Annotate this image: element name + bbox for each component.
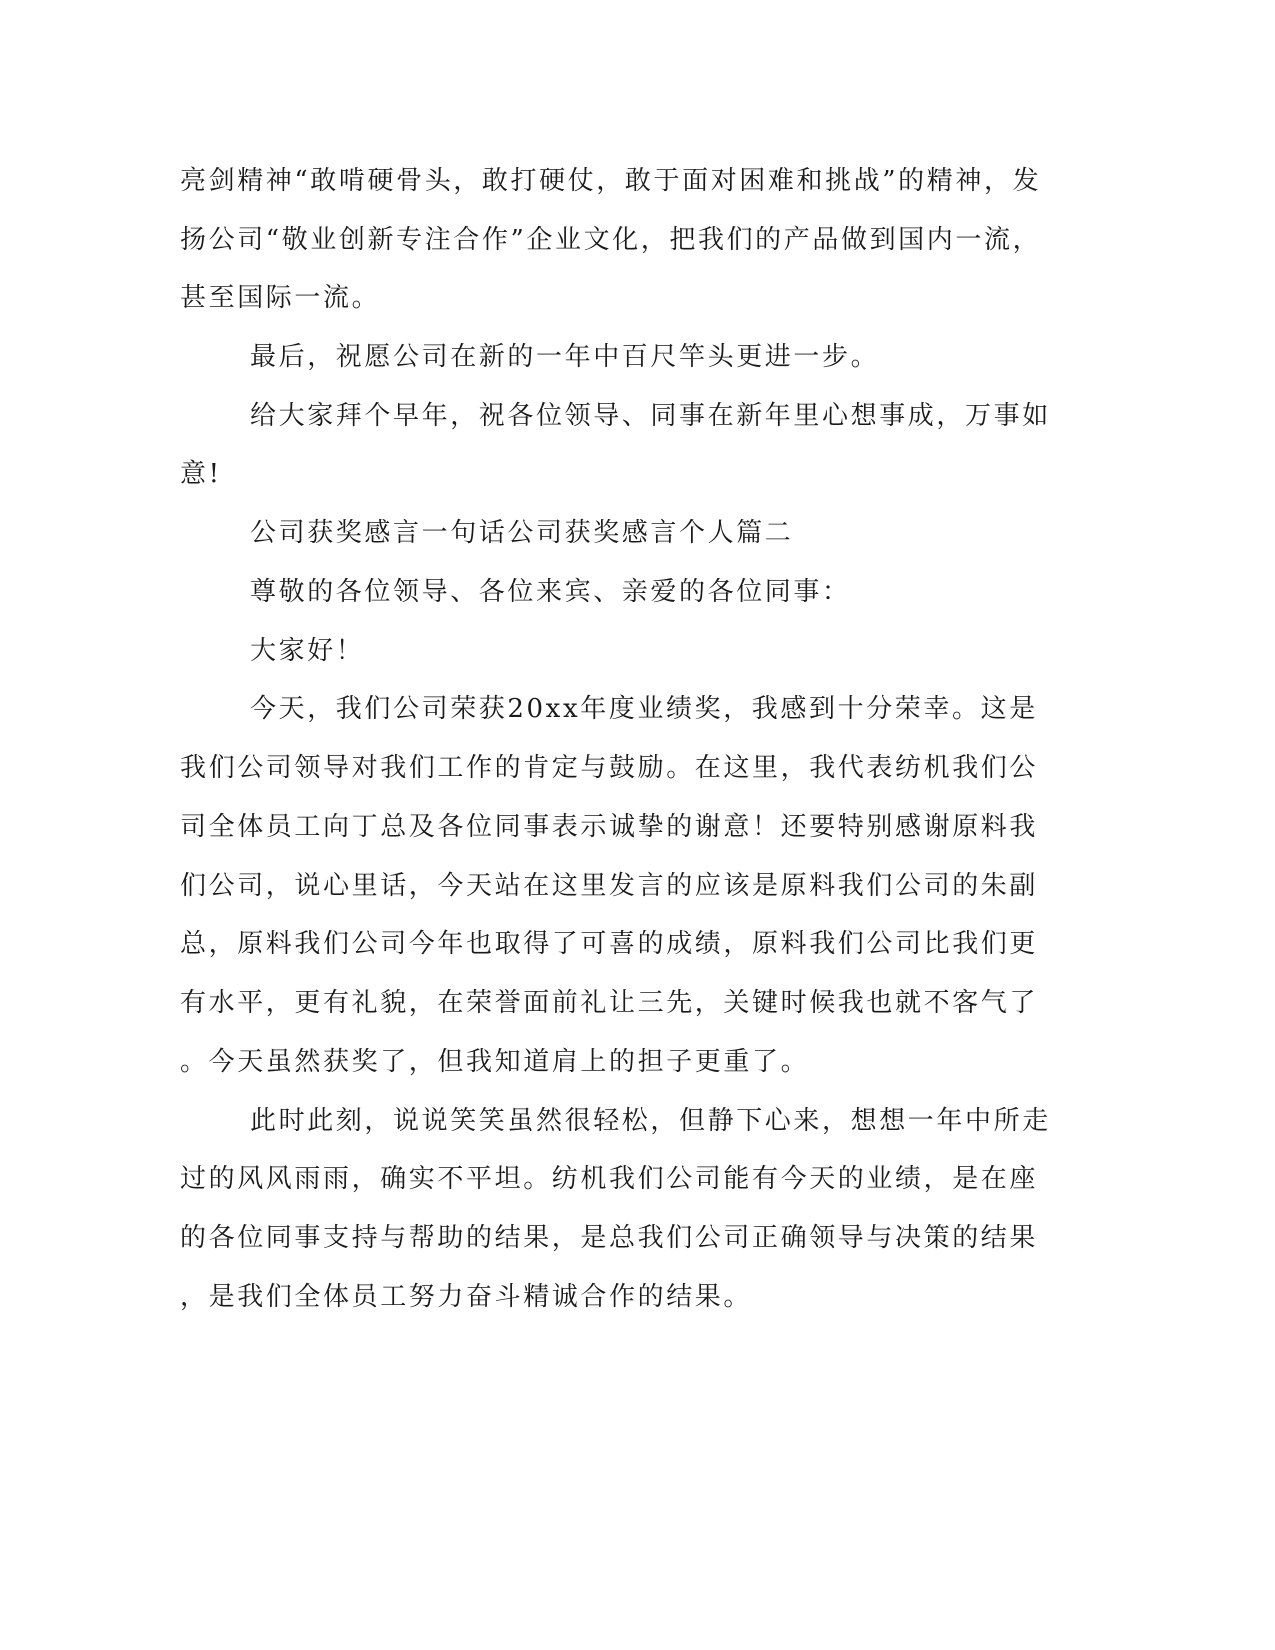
text-line: 最后，祝愿公司在新的一年中百尺竿头更进一步。 [250, 342, 880, 372]
text-line: 此时此刻，说说笑笑虽然很轻松，但静下心来，想想一年中所走 [250, 1106, 1051, 1136]
text-line: 甚至国际一流。 [180, 283, 381, 313]
text-line: 扬公司“敬业创新专注合作”企业文化，把我们的产品做到国内一流， [180, 225, 1042, 255]
text-line: 们公司，说心里话，今天站在这里发言的应该是原料我们公司的朱副 [180, 871, 1039, 901]
text-line: 有水平，更有礼貌，在荣誉面前礼让三先，关键时候我也就不客气了 [180, 988, 1039, 1018]
text-line: 公司获奖感言一句话公司获奖感言个人篇二 [250, 518, 794, 548]
text-line: 亮剑精神“敢啃硬骨头，敢打硬仗，敢于面对困难和挑战”的精神，发 [180, 166, 1042, 196]
text-line: 。今天虽然获奖了，但我知道肩上的担子更重了。 [180, 1047, 810, 1077]
text-line: ，是我们全体员工努力奋斗精诚合作的结果。 [180, 1282, 753, 1312]
text-line: 总，原料我们公司今年也取得了可喜的成绩，原料我们公司比我们更 [180, 929, 1039, 959]
text-line: 尊敬的各位领导、各位来宾、亲爱的各位同事： [250, 577, 851, 607]
text-line: 我们公司领导对我们工作的肯定与鼓励。在这里，我代表纺机我们公 [180, 753, 1039, 783]
text-line: 大家好！ [250, 636, 365, 666]
text-line: 司全体员工向丁总及各位同事表示诚挚的谢意！还要特别感谢原料我 [180, 812, 1039, 842]
text-line: 的各位同事支持与帮助的结果，是总我们公司正确领导与决策的结果 [180, 1223, 1039, 1253]
text-line: 给大家拜个早年，祝各位领导、同事在新年里心想事成，万事如 [250, 401, 1051, 431]
text-line: 过的风风雨雨，确实不平坦。纺机我们公司能有今天的业绩，是在座 [180, 1164, 1039, 1194]
text-line: 今天，我们公司荣获20xx年度业绩奖，我感到十分荣幸。这是 [250, 694, 1038, 724]
text-line: 意! [180, 459, 222, 489]
